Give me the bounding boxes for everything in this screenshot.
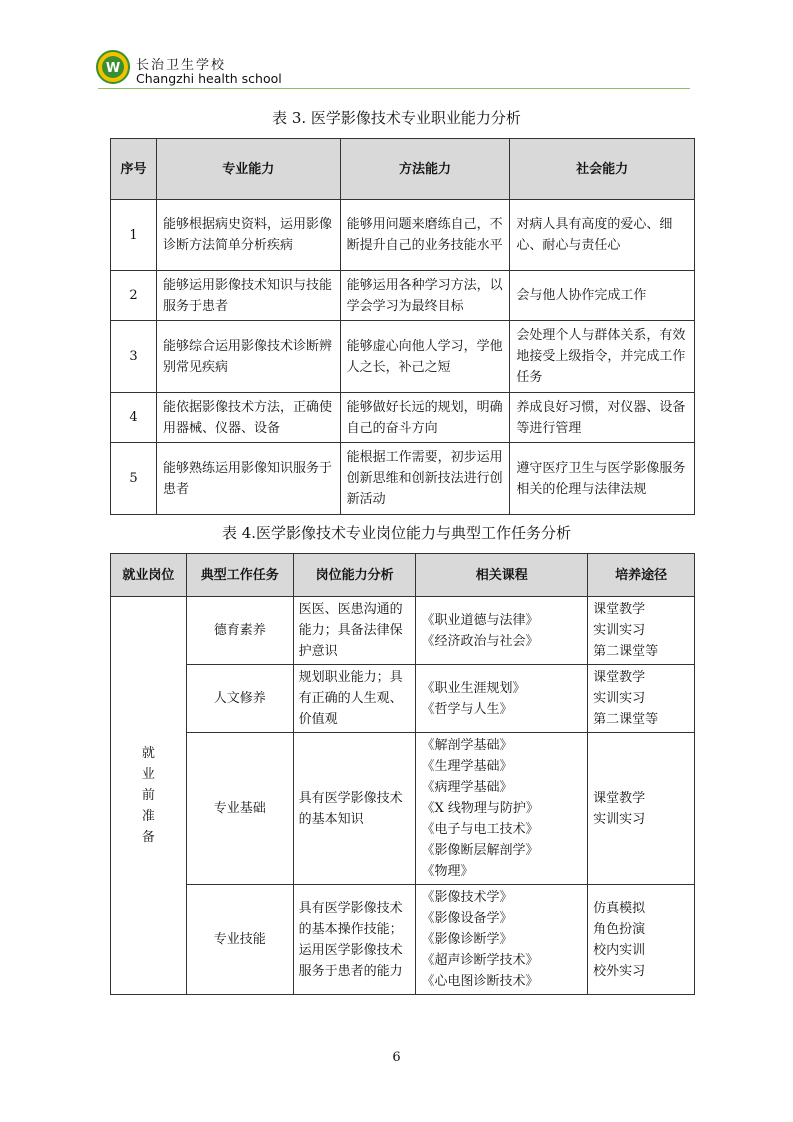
courses-cell	[416, 733, 588, 885]
table-row	[111, 393, 695, 443]
svg-text:W: W	[105, 61, 121, 76]
row-social: 会与他人协作完成工作	[510, 271, 695, 321]
paths-cell	[588, 733, 695, 885]
course-item: 《超声诊断学技术》	[421, 953, 539, 968]
row-no: 3	[111, 321, 157, 393]
header-courses: 相关课程	[416, 554, 588, 597]
path-item: 第二课堂等	[593, 644, 659, 659]
header-method: 方法能力	[340, 139, 510, 200]
path-item: 实训实习	[593, 811, 646, 827]
header-ability: 岗位能力分析	[293, 554, 416, 597]
row-method: 能够做好长远的规划，明确自己的奋斗方向	[340, 393, 510, 443]
course-item: 《影像技术学》	[421, 890, 513, 905]
header-paths: 培养途径	[588, 554, 695, 597]
table-row	[111, 321, 695, 393]
courses-cell	[416, 885, 588, 995]
table-header-row	[111, 554, 695, 597]
header-post: 就业岗位	[111, 554, 187, 597]
course-item: 《哲学与人生》	[421, 701, 513, 717]
row-no: 1	[111, 200, 157, 271]
ability-cell: 规划职业能力；具有正确的人生观、价值观	[293, 665, 416, 733]
table-row	[111, 733, 695, 885]
row-pro: 能够根据病史资料，运用影像诊断方法简单分析疾病	[156, 200, 340, 271]
course-item: 《电子与电工技术》	[421, 822, 539, 837]
table4-caption: 表 4.医学影像技术专业岗位能力与典型工作任务分析	[221, 524, 572, 542]
row-method: 能根据工作需要，初步运用创新思维和创新技法进行创新活动	[340, 443, 510, 515]
courses-cell	[416, 597, 588, 665]
course-item: 《生理学基础》	[421, 759, 513, 774]
table-row	[111, 597, 695, 665]
path-item: 实训实习	[593, 691, 646, 706]
school-name-cn: 长治卫生学校	[136, 58, 227, 73]
row-no: 4	[111, 393, 157, 443]
course-item: 《心电图诊断技术》	[421, 974, 539, 989]
course-item: 《影像设备学》	[421, 911, 513, 926]
row-pro: 能够熟练运用影像知识服务于患者	[156, 443, 340, 515]
page-header	[96, 50, 690, 90]
course-item: 《物理》	[421, 864, 474, 879]
row-social: 会处理个人与群体关系，有效地接受上级指令，并完成工作任务	[510, 321, 695, 393]
header-divider	[98, 88, 690, 89]
row-method: 能够用问题来磨练自己，不断提升自己的业务技能水平	[340, 200, 510, 271]
path-item: 第二课堂等	[593, 712, 659, 727]
table-row	[111, 271, 695, 321]
task-cell: 人文修养	[186, 665, 293, 733]
paths-cell	[588, 885, 695, 995]
row-social: 遵守医疗卫生与医学影像服务相关的伦理与法律法规	[510, 443, 695, 515]
path-item: 仿真模拟	[593, 900, 646, 916]
school-name-en: Changzhi health school	[136, 71, 282, 86]
ability-cell: 医医、医患沟通的能力；具备法律保护意识	[293, 597, 416, 665]
row-method: 能够虚心向他人学习，学他人之长，补己之短	[340, 321, 510, 393]
path-item: 角色扮演	[593, 921, 646, 937]
task-cell: 德育素养	[186, 597, 293, 665]
post-ability-table	[110, 553, 695, 995]
ability-cell: 具有医学影像技术的基本知识	[293, 733, 416, 885]
course-item: 《经济政治与社会》	[421, 633, 539, 649]
table-row	[111, 200, 695, 271]
header-task: 典型工作任务	[186, 554, 293, 597]
row-social: 对病人具有高度的爱心、细心、耐心与责任心	[510, 200, 695, 271]
path-item: 校外实习	[593, 963, 646, 979]
row-pro: 能够综合运用影像技术诊断辨别常见疾病	[156, 321, 340, 393]
row-social: 养成良好习惯，对仪器、设备等进行管理	[510, 393, 695, 443]
table-row	[111, 665, 695, 733]
table-header-row	[111, 139, 695, 200]
row-method: 能够运用各种学习方法，以学会学习为最终目标	[340, 271, 510, 321]
courses-cell	[416, 665, 588, 733]
course-item: 《X 线物理与防护》	[421, 801, 539, 816]
table-row	[111, 885, 695, 995]
path-item: 校内实训	[593, 942, 646, 958]
row-no: 2	[111, 271, 157, 321]
career-ability-table	[110, 138, 695, 515]
task-cell: 专业基础	[186, 733, 293, 885]
row-pro: 能够运用影像技术知识与技能服务于患者	[156, 271, 340, 321]
course-item: 《病理学基础》	[421, 780, 513, 795]
path-item: 课堂教学	[593, 602, 646, 617]
ability-cell: 具有医学影像技术的基本操作技能；运用医学影像技术服务于患者的能力	[293, 885, 416, 995]
path-item: 实训实习	[593, 623, 646, 638]
path-item: 课堂教学	[593, 670, 646, 685]
paths-cell	[588, 597, 695, 665]
table-row	[111, 443, 695, 515]
school-logo-icon	[96, 50, 130, 84]
task-cell: 专业技能	[186, 885, 293, 995]
row-pro: 能依据影像技术方法，正确使用器械、仪器、设备	[156, 393, 340, 443]
course-item: 《职业生涯规划》	[421, 680, 526, 696]
table3-caption: 表 3. 医学影像技术专业职业能力分析	[272, 109, 521, 127]
course-item: 《影像诊断学》	[421, 932, 513, 947]
header-social: 社会能力	[510, 139, 695, 200]
course-item: 《职业道德与法律》	[421, 612, 539, 628]
post-cell	[111, 597, 187, 995]
header-no: 序号	[111, 139, 157, 200]
header-pro: 专业能力	[156, 139, 340, 200]
course-item: 《影像断层解剖学》	[421, 843, 539, 858]
paths-cell	[588, 665, 695, 733]
page-number: 6	[392, 1050, 401, 1065]
course-item: 《解剖学基础》	[421, 738, 513, 753]
row-no: 5	[111, 443, 157, 515]
path-item: 课堂教学	[593, 790, 646, 806]
post-label: 就业前准备	[141, 746, 155, 845]
